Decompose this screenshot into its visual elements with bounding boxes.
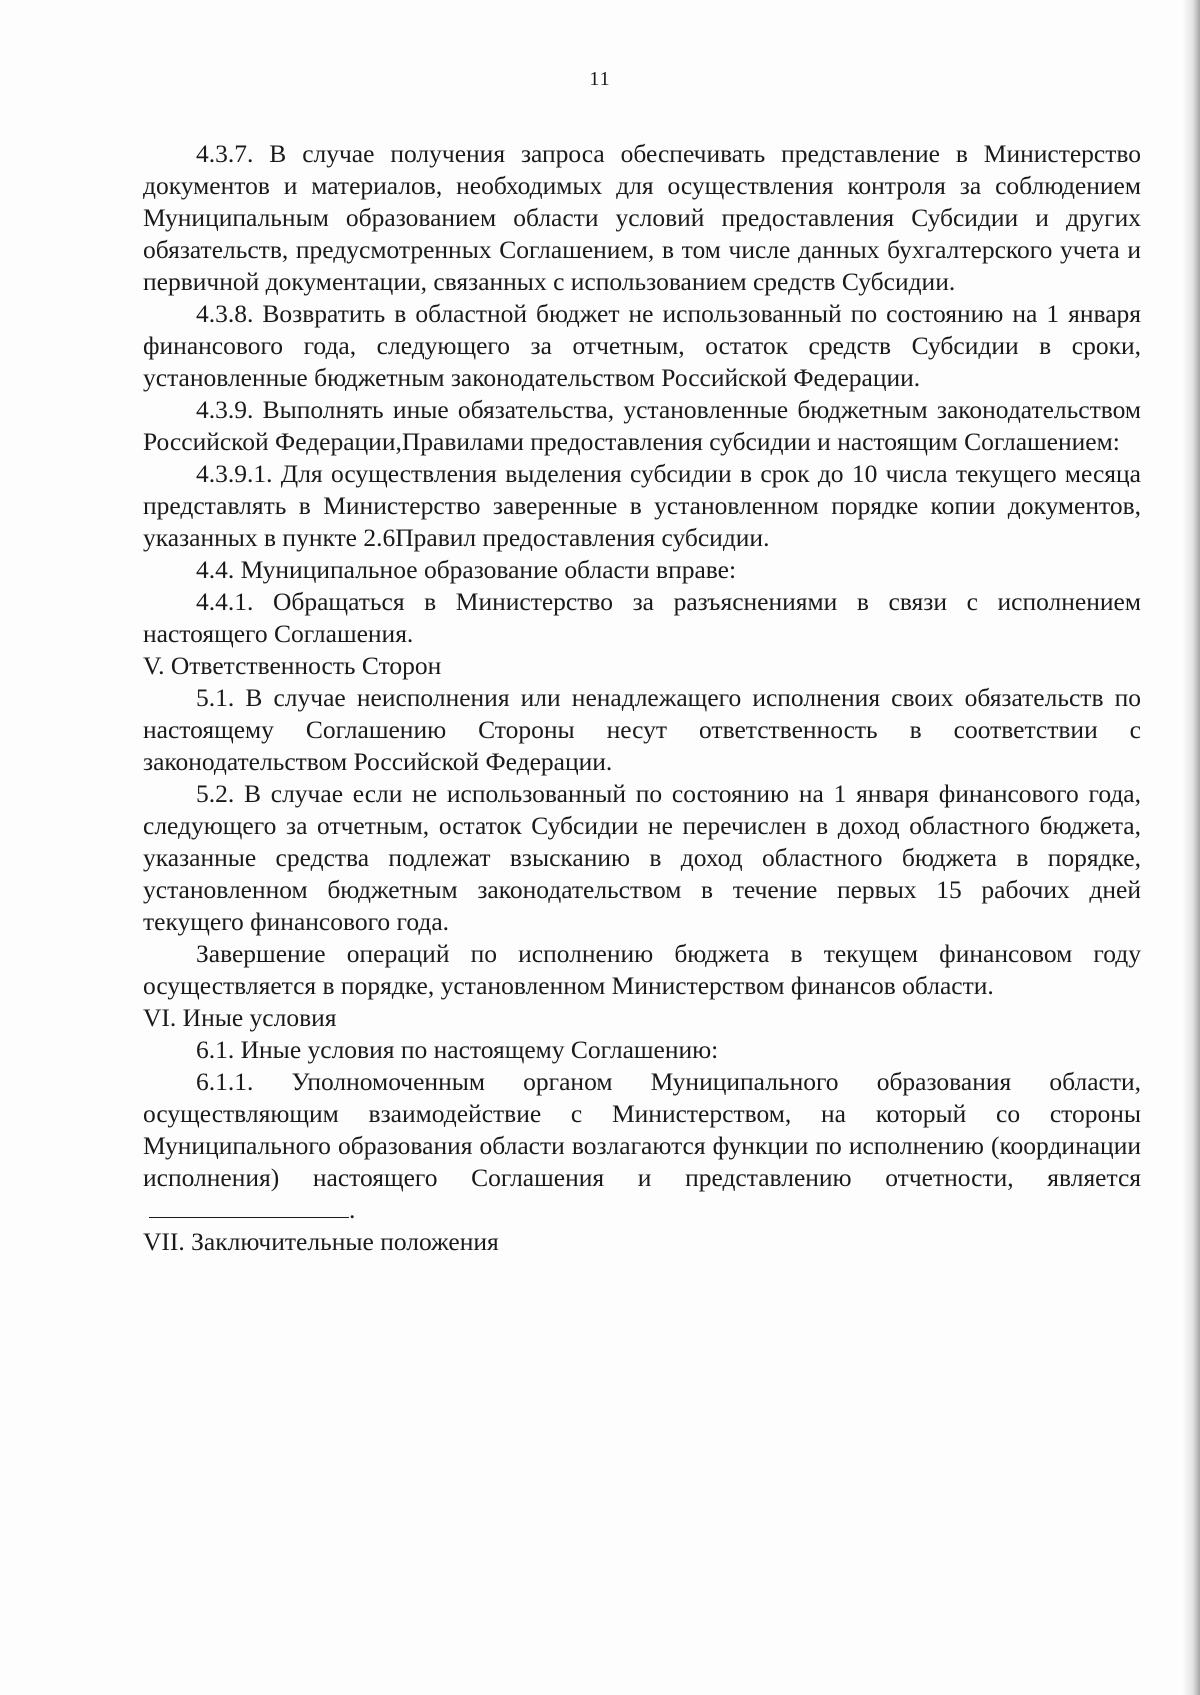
paragraph-5-1: 5.1. В случае неисполнения или ненадлежащего исполнения своих обязательств по настоящему Соглашению Стороны несут ответственность в соответствии с законодательством Российской Федерации. (143, 683, 1141, 776)
paragraph-4-4: 4.4. Муниципальное образование области вправе: (196, 555, 737, 584)
paragraph-6-1: 6.1. Иные условия по настоящему Соглашению: (196, 1035, 719, 1064)
fill-in-blank-line (149, 1195, 349, 1218)
paragraph-4-3-7: 4.3.7. В случае получения запроса обеспечивать представление в Министерство документов и материалов, необходимых для осуществления контроля за соблюдением Муниципальным образованием области условий предоставления Субсидии и других обязательств, предусмотренных Соглашением, в том числе данных бухгалтерского учета и первичной документации, связанных с использованием средств Субсидии. (143, 139, 1141, 296)
paragraph-5-2: 5.2. В случае если не использованный по состоянию на 1 января финансового года, следующего за отчетным, остаток Субсидии не перечислен в доход областного бюджета, указанные средства подлежат взысканию в доход областного бюджета в порядке, установленном бюджетным законодательством в течение первых 15 рабочих дней текущего финансового года. (143, 779, 1141, 936)
section-heading-5: V. Ответственность Сторон (143, 651, 442, 680)
section-heading-7: VII. Заключительные положения (143, 1227, 499, 1256)
document-body (143, 138, 1141, 1258)
paragraph-6-1-1-text: 6.1.1. Уполномоченным органом Муниципального образования области, осуществляющим взаимодействие с Министерством, на который со стороны Муниципального образования области возлагаются функции по исполнению (координации исполнения) настоящего Соглашения и представлению отчетности, является (143, 1067, 1141, 1192)
page-edge-shadow (1182, 0, 1200, 1695)
page-number: 11 (589, 68, 611, 90)
paragraph-4-4-1: 4.4.1. Обращаться в Министерство за разъяснениями в связи с исполнением настоящего Соглашения. (143, 587, 1141, 648)
paragraph-5-2-completion: Завершение операций по исполнению бюджета в текущем финансовом году осуществляется в порядке, установленном Министерством финансов области. (143, 939, 1141, 1000)
paragraph-6-1-1-end: . (349, 1195, 356, 1224)
section-heading-6: VI. Иные условия (143, 1003, 337, 1032)
paragraph-6-1-1 (143, 1066, 1141, 1226)
paragraph-4-3-9-1: 4.3.9.1. Для осуществления выделения субсидии в срок до 10 числа текущего месяца представлять в Министерство заверенные в установленном порядке копии документов, указанных в пункте 2.6Правил предоставления субсидии. (143, 459, 1141, 552)
paragraph-4-3-8: 4.3.8. Возвратить в областной бюджет не использованный по состоянию на 1 января финансового года, следующего за отчетным, остаток средств Субсидии в сроки, установленные бюджетным законодательством Российской Федерации. (143, 299, 1141, 392)
paragraph-4-3-9: 4.3.9. Выполнять иные обязательства, установленные бюджетным законодательством Российской Федерации,Правилами предоставления субсидии и настоящим Соглашением: (143, 395, 1141, 456)
